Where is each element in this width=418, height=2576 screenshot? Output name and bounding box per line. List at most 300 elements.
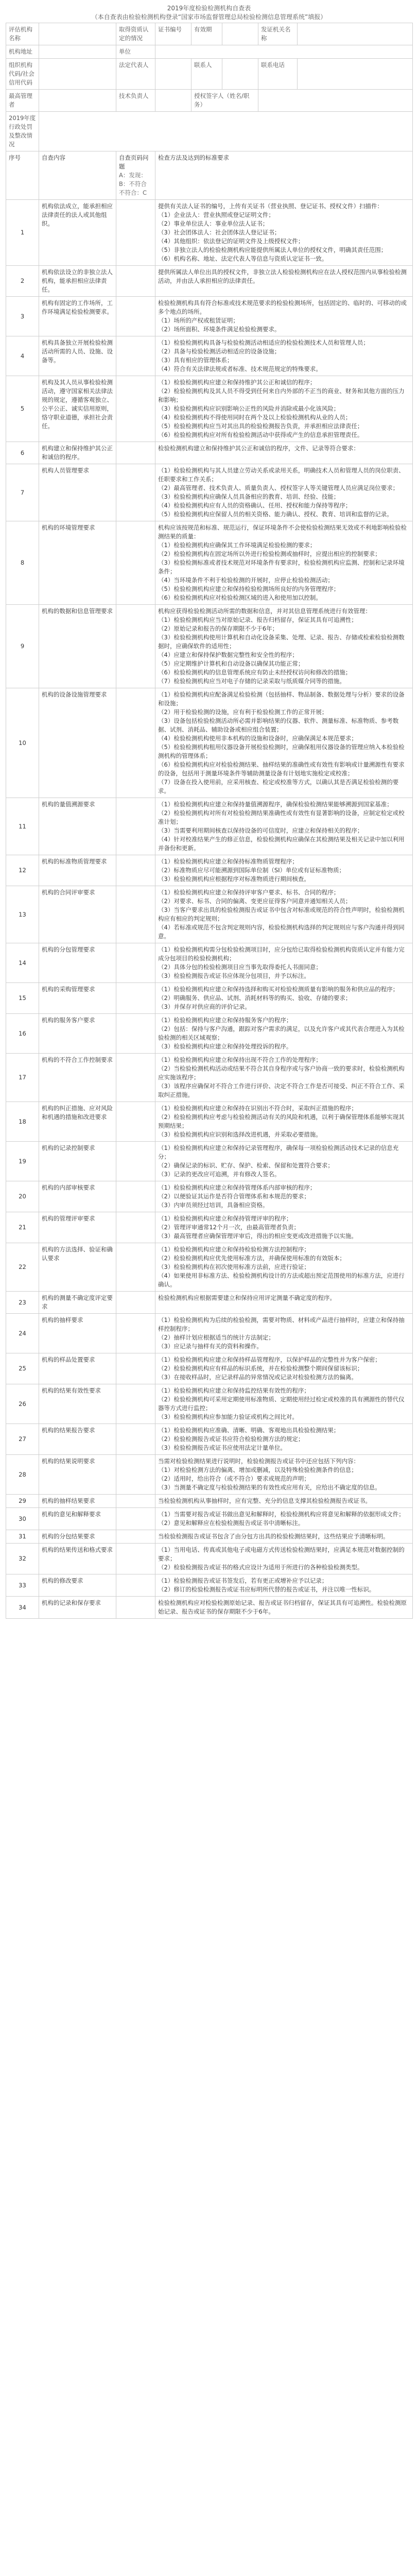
checklist-row (6, 336, 413, 376)
row-item: 机构的测量不确定度评定要求 (39, 1292, 116, 1314)
org-name-value[interactable] (39, 23, 116, 45)
row-requirements (155, 1142, 413, 1181)
row-result-cell[interactable] (116, 1495, 155, 1508)
checklist-header-row (6, 151, 413, 200)
requirement-line: （7）检验检测机构应当对电子存储的记录采取与纸质媒介同等的措施。 (158, 677, 345, 685)
requirement-line: （1）检验检测机构应建立和保持监控结果有效性的程序； (158, 1387, 310, 1394)
validity-label: 有效期 (191, 23, 222, 45)
row-number: 5 (6, 376, 39, 442)
row-result-cell[interactable] (116, 1544, 155, 1574)
checklist-row (6, 1181, 413, 1212)
requirement-line: （3）检验检测机构应识别和选择改进机遇，并采取必要措施。 (158, 1131, 322, 1138)
row-number: 34 (6, 1597, 39, 1619)
row-result-cell[interactable] (116, 1102, 155, 1142)
row-result-cell[interactable] (116, 1054, 155, 1102)
row-item: 机构及其人员从事检验检测活动，遵守国家相关法律法规的规定，遵循客观独立、公平公正、诚实信用原则，恪守职业道德，承担社会责任。 (39, 376, 116, 442)
checklist-row (6, 1544, 413, 1574)
requirement-line: 当检验检测报告或证书包含了由分包方出具的检验检测结果时，这些结果应予清晰标明。 (158, 1533, 389, 1540)
row-result-cell[interactable] (116, 943, 155, 983)
requirement-line: （4）应建立和保持保护数据完整性和安全性的程序； (158, 651, 298, 658)
row-requirements (155, 266, 413, 297)
row-result-cell[interactable] (116, 1181, 155, 1212)
row-result-cell[interactable] (116, 1314, 155, 1353)
requirement-line: （3）检验检测机构在初次使用标准方法前，应进行验证； (158, 1263, 310, 1270)
row-number: 14 (6, 943, 39, 983)
requirement-line: （1）检验检测机构应建立和保持评审客户要求、标书、合同的程序； (158, 889, 340, 896)
row-item: 机构的分包管理要求 (39, 943, 116, 983)
requirement-line: （1）检验检测机构应建立和保持样品管理程序，以保护样品的完整性并为客户保密； (158, 1356, 381, 1363)
requirement-line: （2）意见和解释应在检验检测报告或证书中清晰标注。 (158, 1519, 304, 1527)
row-number: 24 (6, 1314, 39, 1353)
header-seq: 序号 (6, 151, 39, 200)
row-requirements (155, 1292, 413, 1314)
requirement-line: 检验检测机构应根据需要建立和保持应用评定测量不确定度的程序。 (158, 1294, 336, 1301)
requirement-line: （3）检验检测报告或证书应体现分包项目，并予以标注。 (158, 972, 310, 979)
requirement-line: （3）设备包括检验检测活动所必需并影响结果的仪器、软件、测量标准、标准物质、参考数据、试剂、消耗品、辅助设备或相应组合装置； (158, 717, 399, 733)
row-requirements (155, 297, 413, 336)
row-result-cell[interactable] (116, 266, 155, 297)
qualification-label: 取得资质认定的情况 (116, 23, 155, 45)
validity-value[interactable] (222, 23, 258, 45)
checklist-row (6, 200, 413, 266)
requirement-line: （3）该程序应确保对不符合工作进行评价、决定不符合工作是否可接受、纠正不符合工作、采取纠正措施。 (158, 1082, 405, 1098)
row-number: 18 (6, 1102, 39, 1142)
row-item: 机构人员管理要求 (39, 464, 116, 521)
master-label: 最高管理者 (6, 90, 39, 112)
row-item: 机构的内部审核要求 (39, 1181, 116, 1212)
row-result-cell[interactable] (116, 605, 155, 688)
row-item: 机构的环境管理要求 (39, 521, 116, 605)
row-result-cell[interactable] (116, 442, 155, 464)
row-requirements (155, 1181, 413, 1212)
header-result (116, 151, 155, 200)
requirement-line: （3）当需要利用期间核查以保持设备的可信度时，应建立和保持相关的程序； (158, 827, 363, 834)
checklist-row (6, 1597, 413, 1619)
checklist-row (6, 943, 413, 983)
row-requirements (155, 688, 413, 798)
requirement-line: 检验检测机构应对检验检测原始记录、报告或证书归档留存，保证其具有可追溯性。检验检测原始记录、报告或证书的保存期限不少于6年。 (158, 1599, 407, 1615)
header-item: 自查内容 (39, 151, 116, 200)
requirement-line: （2）确保记录的标识、贮存、保护、检索、保留和处置符合要求； (158, 1162, 334, 1169)
row-item: 机构的记录控制要求 (39, 1142, 116, 1181)
checklist-row (6, 886, 413, 943)
requirement-line: （2）检验检测机构应有样品的标识系统，并在检验检测整个期间保留该标识； (158, 1365, 363, 1372)
row-number: 7 (6, 464, 39, 521)
checklist-row (6, 266, 413, 297)
row-requirements (155, 605, 413, 688)
row-requirements (155, 1102, 413, 1142)
row-item: 机构的样品处置要求 (39, 1353, 116, 1384)
requirement-line: （2）包括：保持与客户沟通，跟踪对客户需求的满足，以及允许客户或其代表合理进入为其检验检测的相关区域观察； (158, 1025, 405, 1041)
checklist-row (6, 1353, 413, 1384)
row-number: 9 (6, 605, 39, 688)
requirement-line: （3）检验检测机构应确保人员具备相应的教育、培训、经验、技能； (158, 493, 340, 500)
row-item: 机构具备独立开展检验检测活动所需的人员、设施、设备等。 (39, 336, 116, 376)
row-result-cell[interactable] (116, 1530, 155, 1544)
requirement-line: （2）检验检测机构可采用定期使用标准物质、定期使用经过检定或校准的具有溯源性的替代仪器等方式进行监控； (158, 1396, 405, 1412)
row-result-cell[interactable] (116, 1243, 155, 1292)
requirement-line: （2）抽样计划应根据适当的统计方法制定； (158, 1334, 274, 1341)
row-result-cell[interactable] (116, 464, 155, 521)
row-item: 机构的方法选择、验证和确认要求 (39, 1243, 116, 1292)
checklist-row (6, 376, 413, 442)
approval-value[interactable] (298, 23, 413, 45)
requirement-line: （4）其他组织：依法登记的证明文件及上级授权文件； (158, 238, 304, 245)
row-item: 机构的分包结果要求 (39, 1530, 116, 1544)
row-number: 2 (6, 266, 39, 297)
requirement-line: （4）检验检测机构应有人员的资格确认、任用、授权和能力保持等程序； (158, 502, 352, 509)
contact-value[interactable] (222, 59, 258, 90)
requirement-line: （2）以便验证其运作是否符合管理体系和本规范的要求； (158, 1193, 310, 1200)
row-result-cell[interactable] (116, 1292, 155, 1314)
requirement-line: （5）检验检测机构应当对其出具的检验检测报告负责，并承担相应法律责任； (158, 422, 363, 430)
checklist-row (6, 1455, 413, 1495)
requirement-line: （1）检验检测机构应建立和保持检验检测方法控制程序； (158, 1246, 310, 1253)
requirement-line: （1）检验检测机构应配备满足检验检测（包括抽样、物品制备、数据处理与分析）要求的设备和设施； (158, 691, 405, 707)
row-requirements (155, 1495, 413, 1508)
checklist-row (6, 1292, 413, 1314)
row-number: 4 (6, 336, 39, 376)
checklist-row (6, 464, 413, 521)
requirement-line: （1）检验检测机构应准确、清晰、明确、客观地出具检验检测结果； (158, 1427, 340, 1434)
requirement-line: （1）检验检测机构应确保其工作环境满足检验检测的要求； (158, 541, 316, 549)
requirement-line: （1）检验检测机构需分包检验检测项目时，应分包给已取得检验检测机构资质认定并有能力完成分包项目的检验检测机构； (158, 946, 405, 962)
requirement-line: （2）对要求、标书、合同的偏离、变更应征得客户同意并通知相关人员； (158, 897, 352, 905)
requirement-line: （5）检验检测机构应保留人员的相关资格、能力确认、授权、教育、培训和监督的记录。 (158, 511, 393, 518)
row-item: 机构的服务客户要求 (39, 1014, 116, 1054)
requirement-line: （1）当需要对报告或证书做出意见和解释时，检验检测机构应将意见和解释的依据形成文件； (158, 1511, 405, 1518)
row-result-cell[interactable] (116, 855, 155, 886)
row-requirements (155, 442, 413, 464)
requirement-line: （1）检验检测机构应建立和保持管理体系内部审核的程序； (158, 1184, 316, 1191)
row-number: 25 (6, 1353, 39, 1384)
checklist-row (6, 297, 413, 336)
requirement-line: （6）检验检测机构应对所有检验检测活动中获得或产生的信息承担管理责任。 (158, 431, 363, 438)
requirement-line: （3）检验检测报告或证书应使用法定计量单位。 (158, 1444, 286, 1451)
checklist-row (6, 1212, 413, 1243)
row-requirements (155, 376, 413, 442)
requirement-line: （2）适用时，给出符合（或不符合）要求或规范的声明； (158, 1475, 310, 1482)
row-result-cell[interactable] (116, 336, 155, 376)
row-requirements (155, 1243, 413, 1292)
document (6, 4, 412, 1619)
row-item: 机构的修改要求 (39, 1574, 116, 1597)
requirement-line: 提供有关法人证书的编号，上传有关证书（营业执照、登记证书、授权文件）扫描件： (158, 202, 383, 210)
row-requirements (155, 1014, 413, 1054)
row-requirements (155, 200, 413, 266)
row-number: 33 (6, 1574, 39, 1597)
row-number: 27 (6, 1424, 39, 1455)
row-result-cell[interactable] (116, 1142, 155, 1181)
requirement-line: （3）检验检测机构使用计算机和自动化设备采集、处理、记录、报告、存储或检索检验检测数据时，应确保软件的适用性； (158, 634, 405, 650)
row-number: 16 (6, 1014, 39, 1054)
requirement-line: （4）若标准或规范不包含判定规则内容，检验检测机构选择的判定规则应与客户沟通并得到同意。 (158, 924, 405, 940)
requirement-line: （6）检验检测机构应对检验检测区域的进入和使用加以控制。 (158, 594, 322, 601)
row-result-cell[interactable] (116, 983, 155, 1014)
checklist-row (6, 1424, 413, 1455)
requirement-line: （2）具备与检验检测活动相适应的设备设施； (158, 348, 281, 355)
checklist-row (6, 1054, 413, 1102)
requirement-line: （3）检验检测机构应建立和保持处理投诉的程序。 (158, 1043, 292, 1050)
requirement-line: 机构应该按规范和标准、规范运行，保证环境条件不会使检验检测结果无效或不利地影响检验检测结果的质量： (158, 524, 407, 540)
requirement-line: （1）检验检测机构应建立和保持管理评审的程序； (158, 1215, 292, 1222)
row-item: 机构的采购管理要求 (39, 983, 116, 1014)
row-item: 机构依法成立，能承担相应法律责任的法人或其他组织。 (39, 200, 116, 266)
row-requirements (155, 855, 413, 886)
row-item: 机构的结果报告要求 (39, 1424, 116, 1455)
requirement-line: （3）具有相应的管理体系； (158, 357, 233, 364)
requirement-line: （2）场所面积、环境条件满足检验检测要求。 (158, 326, 281, 333)
row-number: 20 (6, 1181, 39, 1212)
requirement-line: （1）检验检测机构应建立和保持在识别出不符合时，采取纠正措施的程序； (158, 1105, 357, 1112)
row-item: 机构的记录和保存要求 (39, 1597, 116, 1619)
requirement-line: （2）标准物质应尽可能溯源到国际单位制（SI）单位或有证标准物质； (158, 867, 345, 874)
row-number: 30 (6, 1508, 39, 1530)
row-item: 机构的合同评审要求 (39, 886, 116, 943)
requirement-line: （1）检验检测报告或证书签发后，若有更正或增补应予以记录； (158, 1577, 328, 1584)
row-requirements (155, 886, 413, 943)
row-result-cell[interactable] (116, 1455, 155, 1495)
checklist-body (6, 200, 413, 1619)
document-title: 2019年度检验检测机构自查表 (167, 5, 251, 12)
checklist-row (6, 521, 413, 605)
address-value[interactable] (39, 45, 116, 59)
requirement-line: 检验检测机构建立和保持维护其公正和诚信的程序，文件、记录等符合要求： (158, 445, 359, 452)
row-result-cell[interactable] (116, 1574, 155, 1597)
row-item: 机构的抽样结果要求 (39, 1495, 116, 1508)
legal-rep-value[interactable] (155, 59, 191, 90)
requirement-line: （6）检验检测机构应对检验检测结果、抽样结果的准确性或有效性有影响或计量溯源性有要求的设备，包括用于测量环境条件等辅助测量设备有计划地实施检定或校准； (158, 761, 405, 777)
requirement-line: （1）检验检测机构应建立和保持维护其公正和诚信的程序； (158, 379, 316, 386)
phone-value[interactable] (298, 59, 413, 90)
row-result-cell[interactable] (116, 1384, 155, 1424)
row-requirements (155, 1353, 413, 1384)
checklist-row (6, 1314, 413, 1353)
requirement-line: 检验检测机构具有符合标准或技术规范要求的检验检测场所，包括固定的、临时的、可移动的或多个地点的场所。 (158, 299, 407, 315)
requirement-line: （2）具体分包的检验检测项目应当事先取得委托人书面同意； (158, 963, 322, 971)
row-item: 机构建立和保持维护其公正和诚信的程序。 (39, 442, 116, 464)
row-result-cell[interactable] (116, 376, 155, 442)
row-result-cell[interactable] (116, 798, 155, 855)
requirement-line: （2）修订的检验检测报告或证书应标明所代替的报告或证书，并注以唯一性标识。 (158, 1586, 375, 1593)
row-number: 12 (6, 855, 39, 886)
requirement-line: （2）检验检测机构及其人员不得受到任何来自内外部的不正当的商业、财务和其他方面的压力和影响； (158, 387, 405, 403)
row-number: 10 (6, 688, 39, 798)
row-number: 11 (6, 798, 39, 855)
row-requirements (155, 1384, 413, 1424)
requirement-line: （1）检验检测机构应当对原始记录、报告归档留存，保证其具有可追溯性； (158, 616, 357, 623)
checklist-row (6, 1243, 413, 1292)
requirement-line: （4）当环境条件不利于检验检测的开展时，应停止检验检测活动； (158, 577, 334, 584)
row-item: 机构有固定的工作场所，工作环境满足检验检测要求。 (39, 297, 116, 336)
row-result-cell[interactable] (116, 1014, 155, 1054)
row-item: 机构的数据和信息管理要求 (39, 605, 116, 688)
requirement-line: （4）针对校准结果产生的修正信息，检验检测机构应确保在其检测结果及相关记录中加以利用并备份和更新。 (158, 836, 405, 852)
units-label: 单位 (116, 45, 155, 59)
requirement-line: （4）如果使用非标准方法、检验检测机构设计的方法或超出预定范围使用的标准方法，应进行确认。 (158, 1272, 405, 1288)
requirement-line: （1）企业法人：营业执照或登记证明文件； (158, 211, 274, 218)
units-value[interactable] (155, 45, 413, 59)
row-requirements (155, 1574, 413, 1597)
requirement-line: （2）检验检测机构在固定场所以外进行检验检测或抽样时，应提出相应的控制要求； (158, 550, 381, 557)
header-result-label: 自查页码问题 (119, 154, 149, 170)
requirement-line: （2）事业单位法人：事业单位法人证书； (158, 220, 269, 227)
requirement-line: （5）检验检测机构应建立和保持检验检测场所良好的内务管理程序； (158, 585, 340, 592)
legal-org-label: 组织机构代码/社会信用代码 (6, 59, 39, 90)
requirement-line: （7）设备在投入使用前，应采用核查、检定或校准等方式，以确认其是否满足检验检测的要求。 (158, 778, 399, 794)
row-item: 机构的结果说明要求 (39, 1455, 116, 1495)
row-result-cell[interactable] (116, 1424, 155, 1455)
row-result-cell[interactable] (116, 1508, 155, 1530)
row-number: 31 (6, 1530, 39, 1544)
row-number: 29 (6, 1495, 39, 1508)
header-note-b: 不符合：C (119, 189, 147, 196)
checklist-row (6, 798, 413, 855)
requirement-line: （2）明确服务、供应品、试剂、消耗材料等的购买、验收、存储的要求； (158, 994, 352, 1002)
checklist-row (6, 442, 413, 464)
header-note-a: A：发现：B：不符合 (119, 172, 147, 188)
row-number: 28 (6, 1455, 39, 1495)
requirement-line: （5）检验检测机构租用仪器设备开展检验检测时，应确保租用仪器设备的管理应纳入本检验检测机构的管理体系； (158, 743, 405, 759)
row-requirements (155, 1314, 413, 1353)
requirement-line: （2）检验检测报告或证书应符合检验检测方法的规定； (158, 1435, 304, 1443)
row-item: 机构的纠正措施、应对风险和机遇的措施和改进要求 (39, 1102, 116, 1142)
checklist-row (6, 855, 413, 886)
requirement-line: （1）检验检测机构与其人员建立劳动关系或录用关系，明确技术人员和管理人员的岗位职责、任职要求和工作关系； (158, 467, 405, 483)
requirement-line: （6）机构名称、地址、法定代表人等信息与资质认定证书一致。 (158, 255, 328, 262)
requirement-line: （6）检验检测机构的信息管理系统应有防止未经授权访问和修改的措施； (158, 669, 352, 676)
requirement-line: （2）检验检测机构对所有对检验检测结果准确性或有效性有显著影响的设备，应制定检定或校准计划； (158, 809, 405, 825)
quality-lead-value[interactable] (258, 90, 413, 112)
row-item: 机构的量值溯源要求 (39, 798, 116, 855)
checklist-row (6, 1384, 413, 1424)
header-requirement-label: 检查方法及达到的标准要求 (158, 154, 229, 161)
row-requirements (155, 943, 413, 983)
row-result-cell[interactable] (116, 886, 155, 943)
requirement-line: （2）检验检测机构应优先使用标准方法，并确保使用标准的有效版本； (158, 1255, 345, 1262)
checklist-row (6, 1574, 413, 1597)
row-result-cell[interactable] (116, 1353, 155, 1384)
requirement-line: （1）检验检测机构具备与检验检测活动相适应的检验检测技术人员和管理人员； (158, 339, 369, 346)
row-number: 19 (6, 1142, 39, 1181)
requirement-line: （3）检验检测机构应参加能力验证或机构之间比对。 (158, 1413, 298, 1420)
fill-date-label: 2019年度行政处罚及整改情况 (6, 112, 39, 151)
requirement-line: （3）当客户要求出具的检验检测报告或证书中包含对标准或规范的符合性声明时，检验检测机构应有相应的判定规则； (158, 906, 405, 922)
checklist-row (6, 1530, 413, 1544)
master-value[interactable] (39, 90, 116, 112)
checklist-row (6, 605, 413, 688)
checklist-row (6, 1508, 413, 1530)
row-item: 机构的不符合工作控制要求 (39, 1054, 116, 1102)
row-result-cell[interactable] (116, 1212, 155, 1243)
row-number: 1 (6, 200, 39, 266)
legal-org-value[interactable] (39, 59, 116, 90)
row-item: 机构的结果传送和格式要求 (39, 1544, 116, 1574)
requirement-line: （1）检验检测机构应建立和保持标准物质管理程序； (158, 858, 298, 865)
requirement-line: （3）社会团体法人：社会团体法人登记证书； (158, 229, 281, 236)
row-result-cell[interactable] (116, 200, 155, 266)
quality-lead-label: 授权签字人（姓名/职务） (191, 90, 258, 112)
requirement-line: （3）应记录与抽样有关的资料和操作。 (158, 1343, 263, 1350)
fill-date-value[interactable] (39, 112, 413, 151)
requirement-line: （2）检验检测报告或证书的格式应设计为适用于所进行的各种检验检测类型。 (158, 1564, 363, 1571)
requirement-line: （3）在接收样品时，应记录样品的异常情况或记录对检验检测方法的偏离。 (158, 1374, 357, 1381)
row-item: 机构依法设立的非独立法人机构，能承担相应法律责任。 (39, 266, 116, 297)
cert-no-label: 证书编号 (155, 23, 191, 45)
row-result-cell[interactable] (116, 688, 155, 798)
row-result-cell[interactable] (116, 521, 155, 605)
row-result-cell[interactable] (116, 297, 155, 336)
row-requirements (155, 521, 413, 605)
requirement-line: （1）检验检测机构应建立和保持服务客户的程序； (158, 1016, 292, 1024)
row-requirements (155, 1455, 413, 1495)
row-number: 15 (6, 983, 39, 1014)
row-number: 23 (6, 1292, 39, 1314)
requirement-line: （1）场所的产权或租赁证明； (158, 317, 239, 324)
row-item: 机构的管理评审要求 (39, 1212, 116, 1243)
row-number: 17 (6, 1054, 39, 1102)
requirement-line: （2）原始记录和报告的保存期限不少于6年； (158, 625, 278, 632)
requirement-line: （1）检验检测机构应建立和保持选择和购买对检验检测质量有影响的服务和供应品的程序； (158, 986, 399, 993)
row-result-cell[interactable] (116, 1597, 155, 1619)
row-requirements (155, 1212, 413, 1243)
requirement-line: （2）最高管理者、技术负责人、质量负责人、授权签字人等关键管理人员应满足岗位要求； (158, 484, 399, 492)
checklist-row (6, 688, 413, 798)
requirement-line: （1）当用电话、传真或其他电子或电磁方式传送检验检测结果时，应满足本规范对数据控制的要求； (158, 1546, 405, 1562)
row-item: 机构的标准物质管理要求 (39, 855, 116, 886)
requirement-line: （3）记录的更改应可追溯，并有修改人签名。 (158, 1171, 281, 1178)
requirement-line: （3）当测量不确定度与检验检测结果的有效性或应用有关，应给出不确定度的信息。 (158, 1484, 381, 1491)
checklist-row (6, 1102, 413, 1142)
requirement-line: 机构应获得检验检测活动所需的数据和信息，并对其信息管理系统进行有效管理： (158, 607, 371, 615)
tech-lead-label: 技术负责人 (116, 90, 155, 112)
requirement-line: （1）检验检测机构应建立和保持出现不符合工作的处理程序； (158, 1056, 322, 1063)
row-requirements (155, 1544, 413, 1574)
requirement-line: 当检验检测机构从事抽样时，应有完整、充分的信息支撑其检验检测报告或证书。 (158, 1497, 371, 1504)
requirement-line: （3）检验检测机构应识别影响公正性的风险并消除或最小化该风险； (158, 405, 340, 412)
requirement-line: （5）应定期维护计算机和自动设备以确保其功能正常； (158, 660, 304, 667)
row-item: 机构的结果有效性要求 (39, 1384, 116, 1424)
requirement-line: （3）检验检测标准或者技术规范对环境条件有要求时，检验检测机构应监测、控制和记录环境条件； (158, 559, 405, 575)
row-requirements (155, 1054, 413, 1102)
requirement-line: （3）内审员须经过培训，具备相应资格。 (158, 1201, 269, 1209)
row-item: 机构的设备设施管理要求 (39, 688, 116, 798)
checklist-row (6, 1142, 413, 1181)
checklist-row (6, 983, 413, 1014)
requirement-line: （4）检验检测机构使用非本机构的设施和设备时，应确保满足本规范要求； (158, 735, 357, 742)
row-number: 6 (6, 442, 39, 464)
row-number: 32 (6, 1544, 39, 1574)
requirement-line: （2）检验检测机构应考虑与检验检测活动有关的风险和机遇，以利于确保管理体系能够实现其预期结果； (158, 1113, 405, 1129)
requirement-line: （1）检验检测机构应建立和保持量值溯源程序，确保检验检测结果能够溯源到国家基准； (158, 801, 393, 808)
requirement-line: （5）非独立法人的检验检测机构应能提供所属法人单位的授权文件，明确其责任范围； (158, 246, 387, 253)
row-number: 13 (6, 886, 39, 943)
row-number: 3 (6, 297, 39, 336)
requirement-line: （2）用于检验检测的设施，应有利于检验检测工作的正常开展； (158, 708, 328, 716)
requirement-line: （3）检验检测机构应根据程序对标准物质进行期间核查。 (158, 875, 310, 883)
requirement-line: 提供所属法人单位出具的授权文件，非独立法人检验检测机构应在法人授权范围内从事检验检测活动，并由法人承担相应的法律责任。 (158, 268, 407, 284)
row-requirements (155, 798, 413, 855)
org-name-label: 评估机构名称 (6, 23, 39, 45)
tech-lead-value[interactable] (155, 90, 191, 112)
requirement-line: 当需对检验检测结果进行说明时，检验检测报告或证书中还应包括下列内容： (158, 1458, 359, 1465)
requirement-line: （3）并保存对供应商的评价记录。 (158, 1003, 251, 1010)
row-requirements (155, 983, 413, 1014)
row-number: 21 (6, 1212, 39, 1243)
row-requirements (155, 336, 413, 376)
requirement-line: （1）对检验检测方法的偏离、增加或删减，以及特殊检验检测条件的信息； (158, 1466, 357, 1473)
legal-rep-label: 法定代表人 (116, 59, 155, 90)
